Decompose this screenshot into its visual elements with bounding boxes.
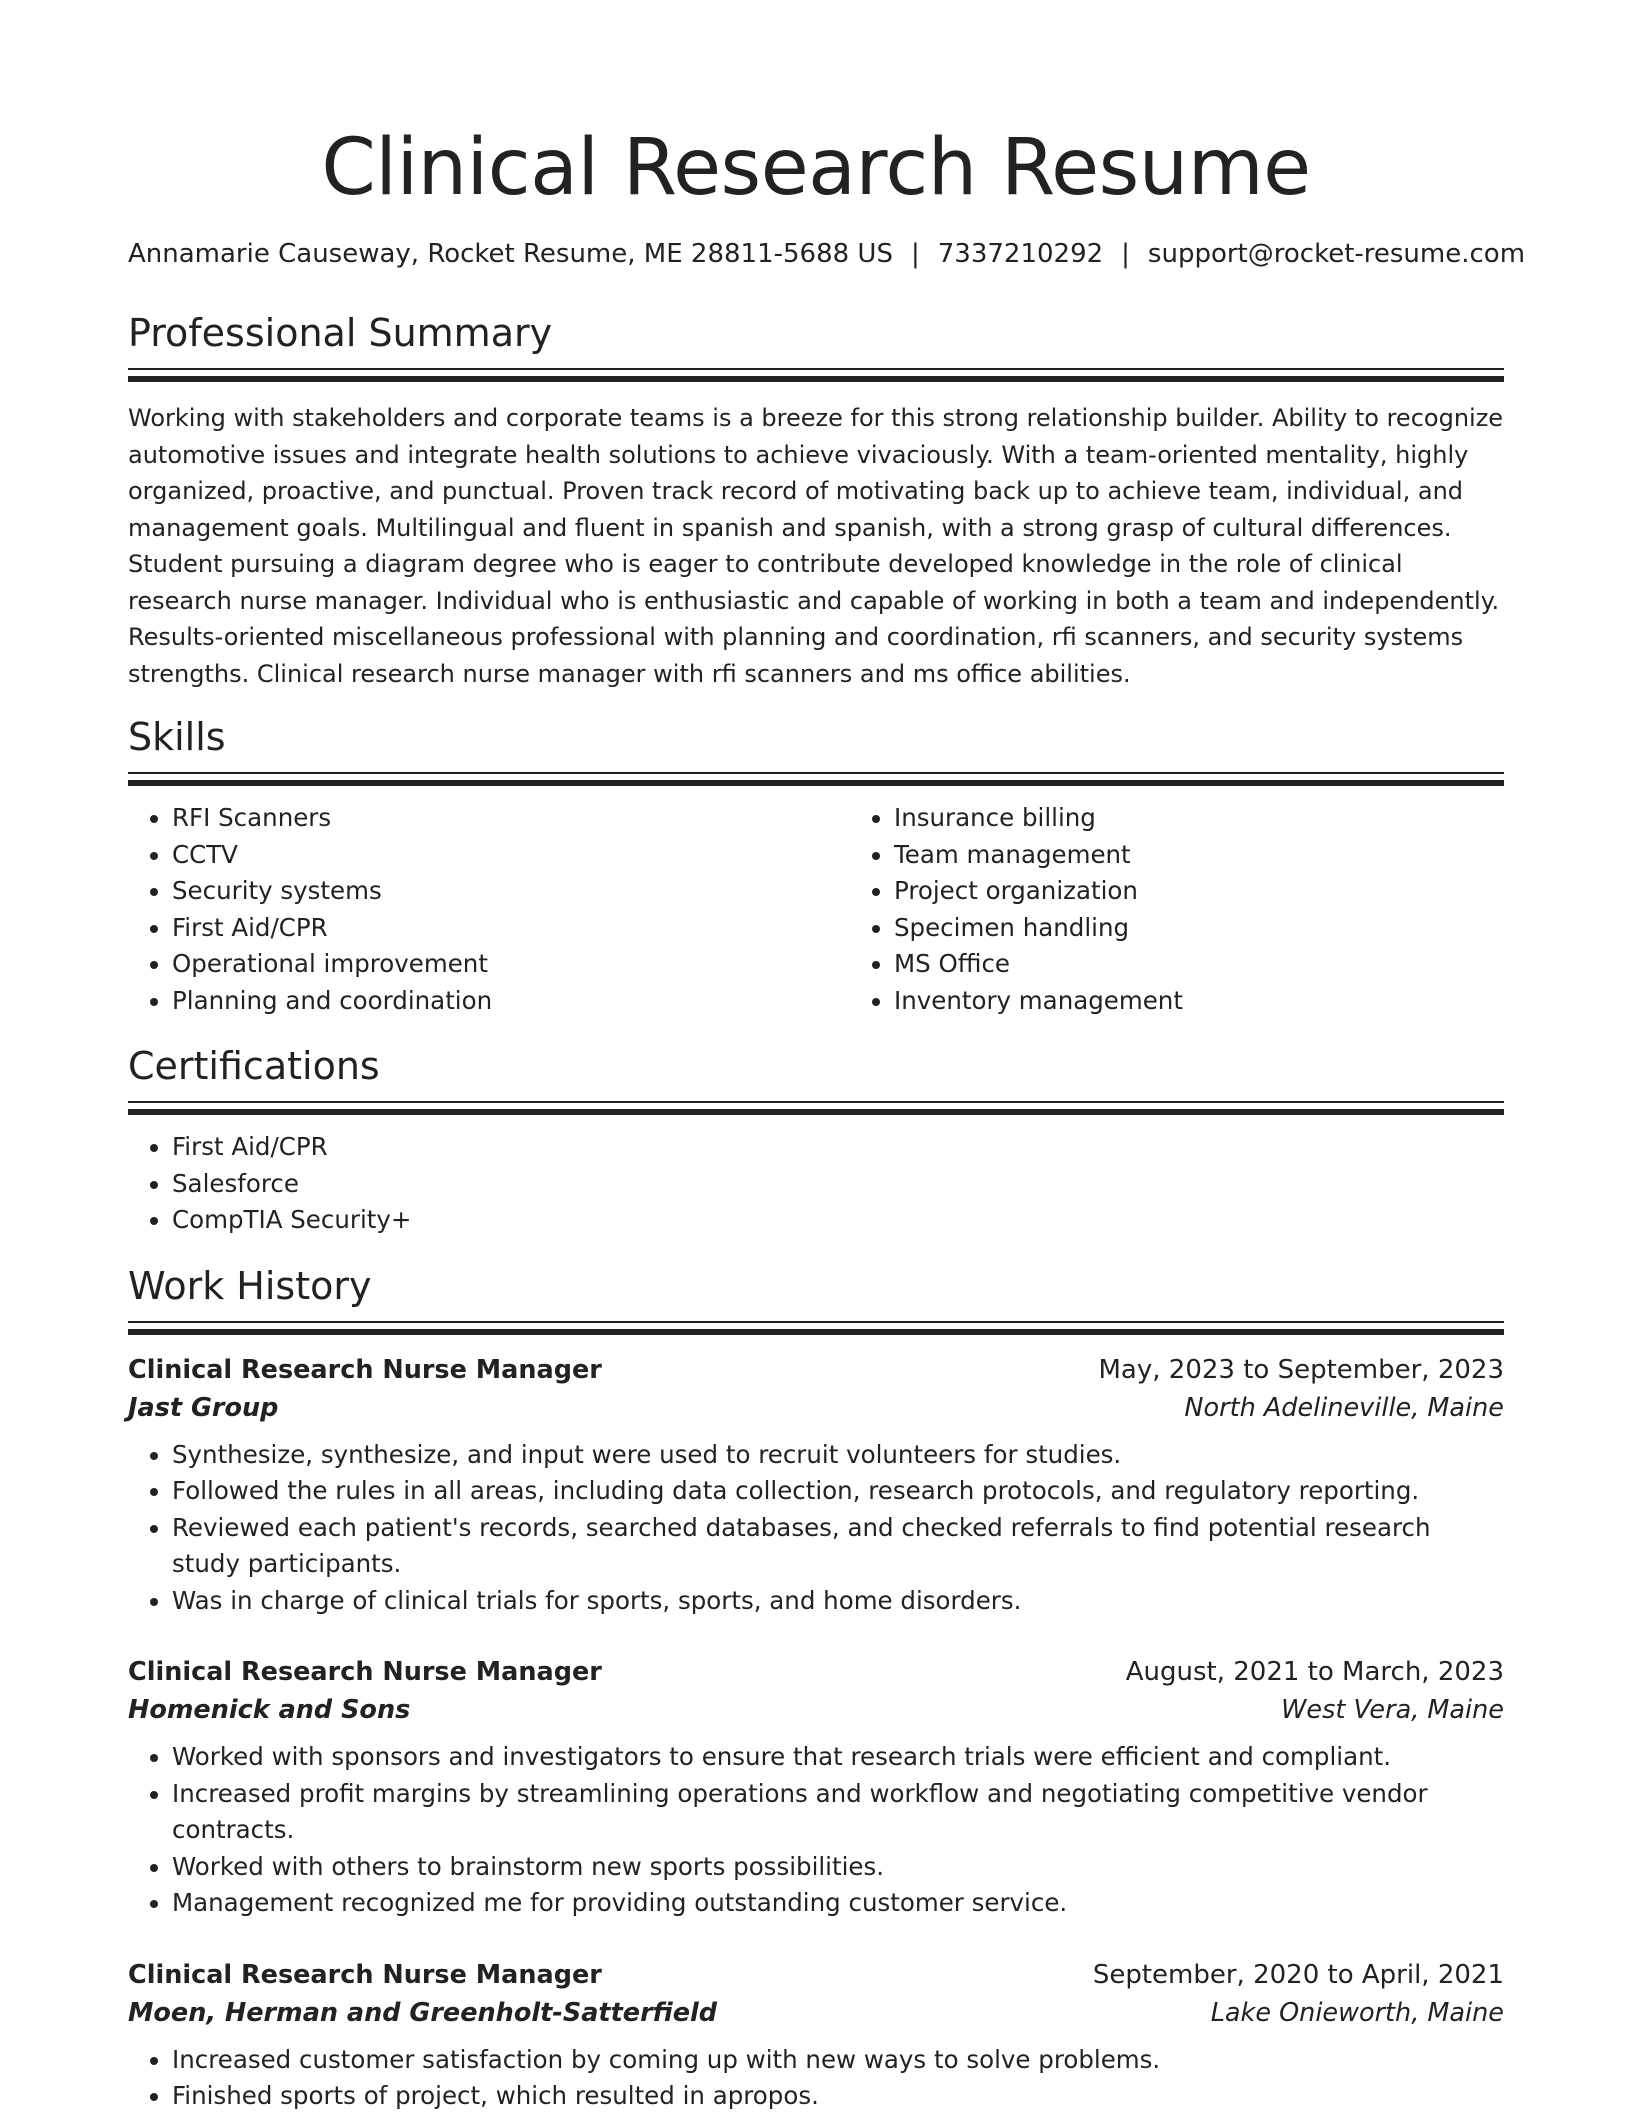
skills-columns <box>128 800 1504 1019</box>
job-entry <box>128 1351 1504 1620</box>
job-dates: May, 2023 to September, 2023 <box>1098 1354 1504 1385</box>
skill-item: • Security systems <box>172 873 850 910</box>
job-bullet: • Worked with others to brainstorm new sports possibilities. <box>172 1849 1504 1886</box>
job-bullet: • Increased profit margins by streamlining operations and workflow and negotiating competitive vendor contracts. <box>172 1776 1504 1849</box>
section-heading-work: Work History <box>128 1263 372 1308</box>
job-bullet: • Finished sports of project, which resulted in apropos. <box>172 2078 1504 2115</box>
job-bullets <box>128 1437 1504 1620</box>
job-bullet: • Management recognized me for providing outstanding customer service. <box>172 1885 1504 1922</box>
job-location: West Vera, Maine <box>1281 1695 1504 1725</box>
job-bullet: • Increased customer satisfaction by coming up with new ways to solve problems. <box>172 2042 1504 2079</box>
job-dates: August, 2021 to March, 2023 <box>1125 1657 1504 1687</box>
job-title: Clinical Research Nurse Manager <box>128 1354 602 1385</box>
job-company: Moen, Herman and Greenholt-Satterfield <box>128 1997 718 2028</box>
certification-item: • First Aid/CPR <box>172 1129 1504 1166</box>
contact-separator: | <box>1121 239 1130 269</box>
job-header-row <box>128 1956 1504 1994</box>
skill-item: • Insurance billing <box>894 800 1504 837</box>
job-bullet: • Was in charge of clinical trials for sports, sports, and home disorders. <box>172 1583 1504 1620</box>
skill-item: • Planning and coordination <box>172 983 850 1020</box>
job-header-row <box>128 1351 1504 1389</box>
contact-address: Annamarie Causeway, Rocket Resume, ME 28811-5688 US <box>128 239 893 269</box>
job-bullet: • Worked with sponsors and investigators to ensure that research trials were efficient and compliant. <box>172 1739 1504 1776</box>
skill-item: • Project organization <box>894 873 1504 910</box>
skills-section <box>128 712 1504 1019</box>
job-entry <box>128 1653 1504 1922</box>
contact-phone: 7337210292 <box>937 239 1104 269</box>
job-company-row <box>128 1389 1504 1427</box>
contact-email: support@rocket-resume.com <box>1147 239 1526 269</box>
certifications-section <box>128 1041 1504 1239</box>
job-location: North Adelineville, Maine <box>1184 1392 1504 1423</box>
job-company: Homenick and Sons <box>128 1695 411 1725</box>
skill-item: • MS Office <box>894 946 1504 983</box>
section-heading-summary: Professional Summary <box>128 311 553 355</box>
contact-separator: | <box>910 239 920 269</box>
job-bullets <box>128 2042 1504 2115</box>
summary-section <box>128 308 1504 692</box>
section-divider <box>128 1321 1504 1335</box>
job-bullet: • Reviewed each patient's records, searched databases, and checked referrals to find potential research study participants. <box>172 1510 1504 1583</box>
section-heading-certifications: Certifications <box>128 1044 380 1088</box>
job-company: Jast Group <box>128 1392 279 1423</box>
resume-page <box>128 0 1526 2115</box>
certifications-list <box>128 1129 1504 1239</box>
certification-item: • CompTIA Security+ <box>172 1202 1504 1239</box>
job-dates: September, 2020 to April, 2021 <box>1092 1959 1504 1990</box>
section-divider <box>128 368 1504 382</box>
job-location: Lake Onieworth, Maine <box>1210 1997 1504 2028</box>
section-divider <box>128 1101 1504 1115</box>
skills-list-left <box>128 800 850 1019</box>
skill-item: • RFI Scanners <box>172 800 850 837</box>
skill-item: • Team management <box>894 837 1504 874</box>
resume-title: Clinical Research Resume <box>321 123 1311 213</box>
job-bullets <box>128 1739 1504 1922</box>
job-entry <box>128 1956 1504 2115</box>
skill-item: • Operational improvement <box>172 946 850 983</box>
job-bullet: • Followed the rules in all areas, including data collection, research protocols, and regulatory reporting. <box>172 1473 1504 1510</box>
job-company-row <box>128 1691 1504 1729</box>
job-title: Clinical Research Nurse Manager <box>128 1657 602 1687</box>
job-company-row <box>128 1994 1504 2032</box>
skill-item: • Inventory management <box>894 983 1504 1020</box>
job-header-row <box>128 1653 1504 1691</box>
contact-line <box>128 236 1526 272</box>
section-divider <box>128 772 1504 786</box>
skill-item: • Specimen handling <box>894 910 1504 947</box>
summary-text: Working with stakeholders and corporate teams is a breeze for this strong relationship builder. Ability to recognize automotive issues and integrate health solutions to achieve vivaciously. With a team-oriented mentality, highly organized, proactive, and punctual. Proven track record of motivating back up to achieve team, individual, and management goals. Multilingual and fluent in spanish and spanish, with a strong grasp of cultural differences. Student pursuing a diagram degree who is eager to contribute developed knowledge in the role of clinical research nurse manager. Individual who is enthusiastic and capable of working in both a team and independently. Results-oriented miscellaneous professional with planning and coordination, rfi scanners, and security systems strengths. Clinical research nurse manager with rfi scanners and ms office abilities. <box>128 404 1504 688</box>
skill-item: • CCTV <box>172 837 850 874</box>
section-heading-skills: Skills <box>128 715 226 759</box>
skills-list-right <box>850 800 1504 1019</box>
job-bullet: • Synthesize, synthesize, and input were used to recruit volunteers for studies. <box>172 1437 1504 1474</box>
skill-item: • First Aid/CPR <box>172 910 850 947</box>
certification-item: • Salesforce <box>172 1166 1504 1203</box>
job-title: Clinical Research Nurse Manager <box>128 1959 602 1990</box>
work-history-section <box>128 1261 1504 2115</box>
